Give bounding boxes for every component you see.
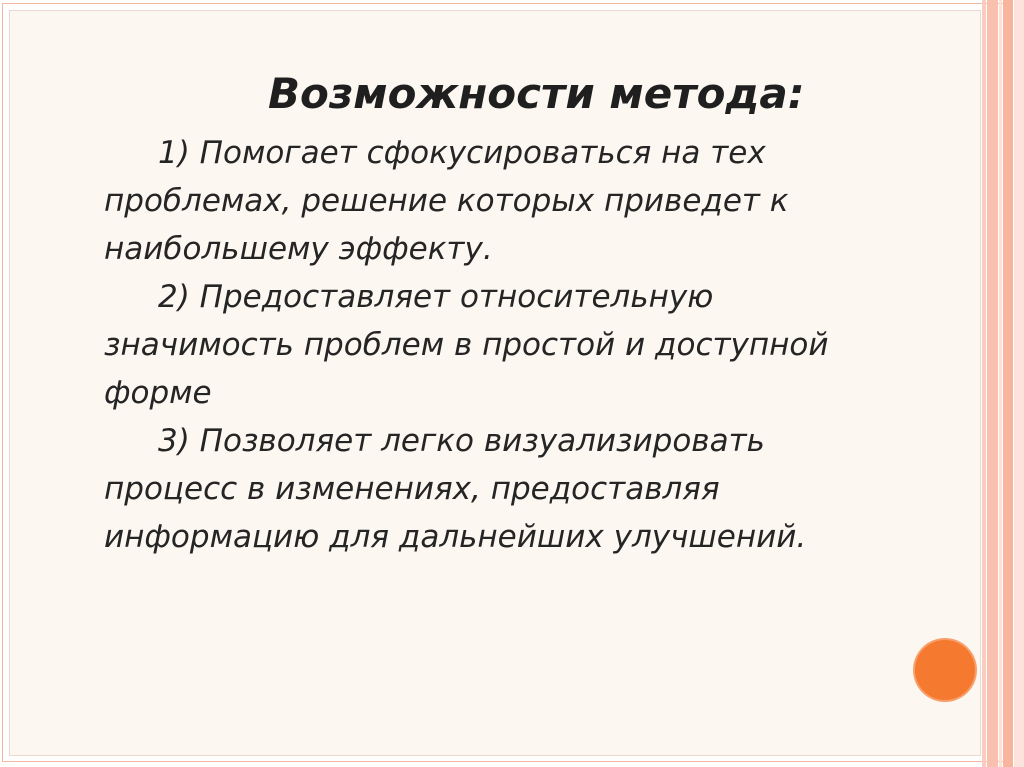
list-item: 2) Предоставляет относительную значимость проблем в простой и доступной форме [104,279,829,411]
right-decor-stripe [1003,0,1013,767]
right-decor-stripe [982,0,986,767]
orange-circle-decoration [915,640,975,700]
slide-content [104,129,904,561]
list-item: 3) Позволяет легко визуализировать процесс в изменениях, предоставляя информацию для дальнейших улучшений. [104,423,807,555]
list-item: 1) Помогает сфокусироваться на тех проблемах, решение которых приведет к наибольшему эффекту. [104,135,789,267]
right-decor-stripe [1014,0,1024,767]
right-decor-stripe [987,0,998,767]
right-decor-stripe [999,0,1002,767]
slide-title: Возможности метода: [268,69,805,118]
